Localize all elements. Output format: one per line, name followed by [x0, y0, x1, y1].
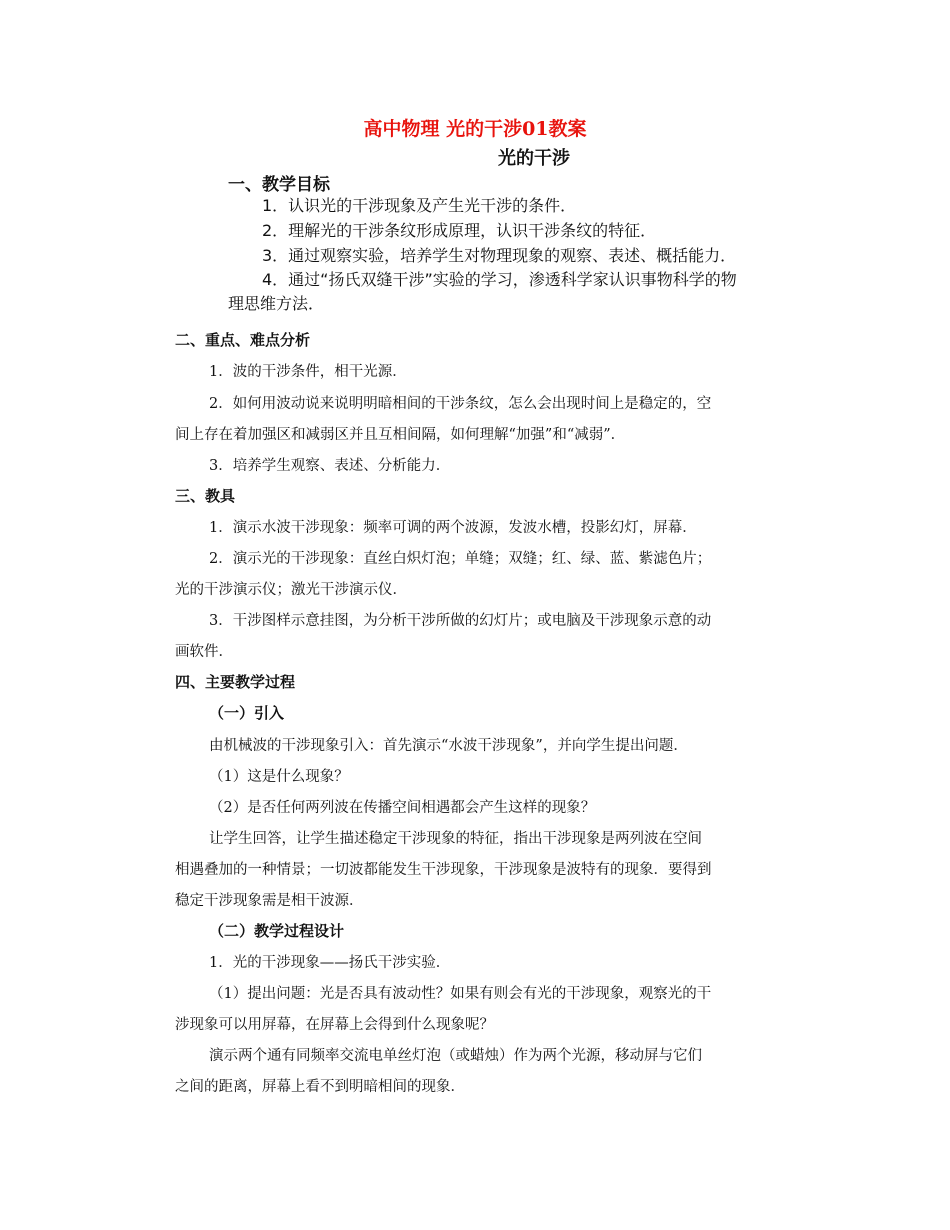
paragraph-line: 1．演示水波干涉现象：频率可调的两个波源，发波水槽，投影幻灯，屏幕．	[209, 520, 697, 536]
section-heading-key-points: 二、重点、难点分析	[175, 331, 311, 349]
paragraph-line: （2）是否任何两列波在传播空间相遇都会产生这样的现象？	[209, 800, 596, 816]
paragraph-line: 画软件．	[175, 644, 233, 660]
paragraph-line: 之间的距离，屏幕上看不到明暗相间的现象．	[175, 1079, 465, 1095]
objective-item: 1．认识光的干涉现象及产生光干涉的条件．	[262, 196, 577, 215]
paragraph-line: 演示两个通有同频率交流电单丝灯泡（或蜡烛）作为两个光源，移动屏与它们	[209, 1048, 702, 1064]
document-title: 高中物理 光的干涉01教案	[363, 118, 587, 140]
paragraph-line: 2．演示光的干涉现象：直丝白炽灯泡；单缝；双缝；红、绿、蓝、紫滤色片；	[209, 551, 712, 567]
paragraph-line: 由机械波的干涉现象引入：首先演示“水波干涉现象”，并向学生提出问题．	[209, 738, 688, 754]
paragraph-line: 2．如何用波动说来说明明暗相间的干涉条纹，怎么会出现时间上是稳定的，空	[209, 396, 712, 412]
paragraph-line: （1）这是什么现象？	[209, 769, 349, 785]
document-subtitle: 光的干涉	[498, 148, 570, 169]
paragraph-line: 稳定干涉现象需是相干波源．	[175, 893, 364, 909]
paragraph-line: 让学生回答，让学生描述稳定干涉现象的特征，指出干涉现象是两列波在空间	[209, 831, 702, 847]
section-heading-objectives: 一、教学目标	[228, 175, 330, 195]
paragraph-line: 涉现象可以用屏幕，在屏幕上会得到什么现象呢？	[175, 1017, 494, 1033]
objective-item-continued: 理思维方法．	[228, 294, 325, 313]
paragraph-line: 光的干涉演示仪；激光干涉演示仪．	[175, 582, 407, 598]
paragraph-line: （1）提出问题：光是否具有波动性？如果有则会有光的干涉现象，观察光的干	[209, 986, 712, 1002]
objective-item: 3．通过观察实验，培养学生对物理现象的观察、表述、概括能力．	[262, 246, 737, 265]
section-heading-process: 四、主要教学过程	[175, 673, 296, 691]
paragraph-line: 3．干涉图样示意挂图，为分析干涉所做的幻灯片；或电脑及干涉现象示意的动	[209, 613, 712, 629]
subsection-heading-design: （二）教学过程设计	[209, 922, 345, 940]
objective-item: 4．通过“扬氏双缝干涉”实验的学习，渗透科学家认识事物科学的物	[262, 270, 737, 289]
paragraph-line: 3．培养学生观察、表述、分析能力．	[209, 458, 451, 474]
objective-item: 2．理解光的干涉条纹形成原理，认识干涉条纹的特征．	[262, 221, 657, 240]
paragraph-line: 1．光的干涉现象——扬氏干涉实验．	[209, 955, 451, 971]
section-heading-teaching-aids: 三、教具	[175, 487, 236, 505]
paragraph-line: 相遇叠加的一种情景；一切波都能发生干涉现象，干涉现象是波特有的现象．要得到	[175, 862, 712, 878]
paragraph-line: 1．波的干涉条件，相干光源．	[209, 364, 407, 380]
subsection-heading-intro: （一）引入	[209, 704, 285, 722]
paragraph-line: 间上存在着加强区和减弱区并且互相间隔，如何理解“加强”和“减弱”．	[175, 427, 626, 443]
